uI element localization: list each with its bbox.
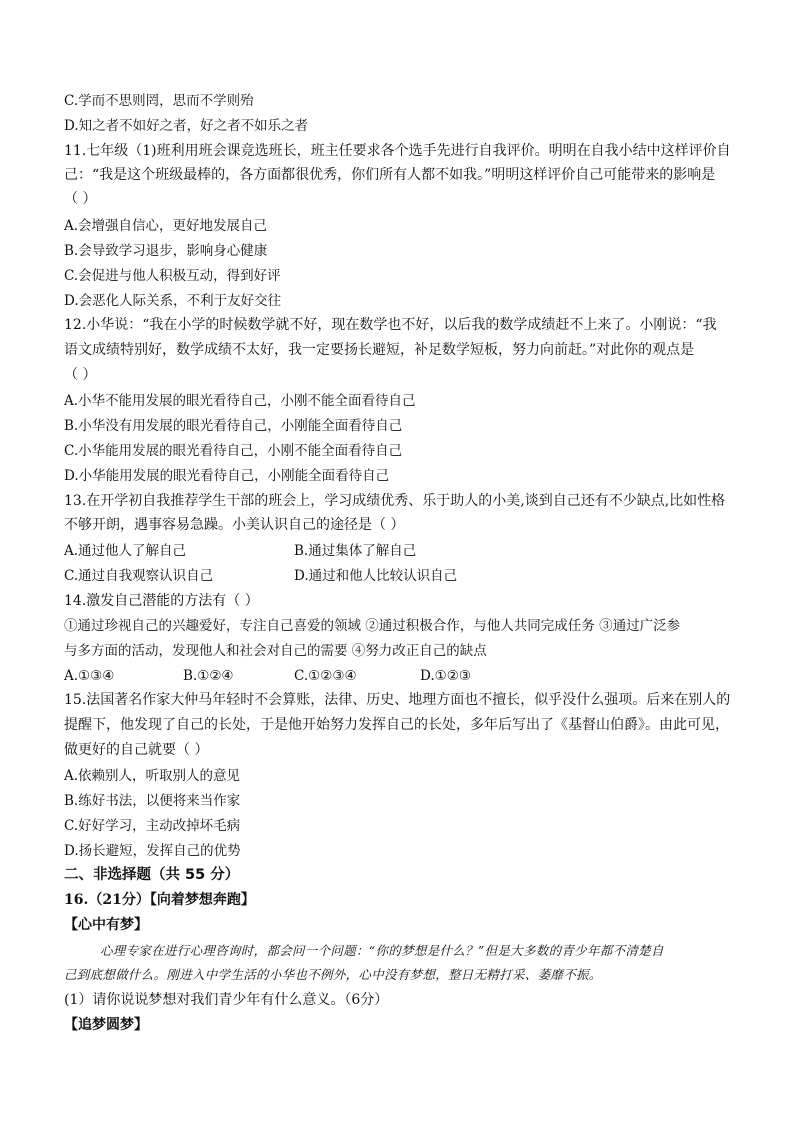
q12-answer-paren: （ ） [64,367,97,383]
q12-option-d: D.小华能用发展的眼光看待自己，小刚能全面看待自己 [64,468,390,484]
q13-option-b: B.通过集体了解自己 [294,543,417,559]
q16-subsection-dream-title: 【心中有梦】 [64,917,148,933]
q16-subsection-pursue-title: 【追梦圆梦】 [64,1017,148,1033]
q11-option-c: C.会促进与他人积极互动，得到好评 [64,268,281,284]
q14-items-line-2: 与多方面的活动，发现他人和社会对自己的需要 ④努力改正自己的缺点 [64,643,487,659]
q11-option-d: D.会恶化人际关系，不利于友好交往 [64,293,282,309]
q15-option-b: B.练好书法，以便将来当作家 [64,793,241,809]
q13-option-a: A.通过他人了解自己 [64,543,187,559]
q15-option-d: D.扬长避短，发挥自己的优势 [64,843,241,859]
q14-items-line-1: ①通过珍视自己的兴趣爱好，专注自己喜爱的领域 ②通过积极合作，与他人共同完成任务 ③通过广泛参 [64,618,681,634]
q12-stem-line-1: 12.小华说：“我在小学的时候数学就不好，现在数学也不好，以后我的数学成绩赶不上来了。小刚说：“我 [64,317,717,333]
q15-stem-line-3: 做更好的自己就要（ ） [64,742,209,758]
q15-option-c: C.好好学习，主动改掉坏毛病 [64,818,241,834]
q12-stem-line-2: 语文成绩特别好，数学成绩不太好，我一定要扬长避短，补足数学短板，努力向前赶。”对此你的观点是 [64,342,695,358]
q13-stem-line-1: 13.在开学初自我推荐学生干部的班会上，学习成绩优秀、乐于助人的小美,谈到自己还有不少缺点,比如性格 [64,493,726,509]
q15-stem-line-1: 15.法国著名作家大仲马年轻时不会算账，法律、历史、地理方面也不擅长，似乎没什么强项。后来在别人的 [64,692,731,708]
q13-option-c: C.通过自我观察认识自己 [64,568,214,584]
q16-material-line-2: 己到底想做什么。刚进入中学生活的小华也不例外，心中没有梦想，整日无精打采、萎靡不振。 [64,967,602,982]
q10-option-c: C.学而不思则罔，思而不学则殆 [64,93,254,109]
q14-option-d: D.①②③ [420,668,471,684]
q13-option-d: D.通过和他人比较认识自己 [294,568,458,584]
q16-question-1: (1）请你说说梦想对我们青少年有什么意义。（6分） [64,992,389,1008]
q12-option-c: C.小华能用发展的眼光看待自己，小刚不能全面看待自己 [64,443,403,459]
q11-stem-line-2: 己：“我是这个班级最棒的，各方面都很优秀，你们所有人都不如我。”明明这样评价自己可能带来的影响是 [64,167,716,183]
q16-material-line-1: 心理专家在进行心理咨询时，都会问一个问题：“你的梦想是什么？”但是大多数的青少年都不清楚自 [100,943,664,958]
q12-option-a: A.小华不能用发展的眼光看待自己，小刚不能全面看待自己 [64,393,416,409]
q11-answer-paren: （ ） [64,191,97,207]
q15-stem-line-2: 提醒下，他发现了自己的长处，于是他开始努力发挥自己的长处，多年后写出了《基督山伯爵》。由此可见， [64,717,729,733]
q14-stem: 14.激发自己潜能的方法有（ ） [64,593,259,609]
q11-option-a: A.会增强自信心，更好地发展自己 [64,218,268,234]
q11-option-b: B.会导致学习退步，影响身心健康 [64,243,268,259]
q12-option-b: B.小华没有用发展的眼光看待自己，小刚能全面看待自己 [64,418,403,434]
q14-option-c: C.①②③④ [294,668,357,684]
q11-stem-line-1: 11.七年级（1)班利用班会课竞选班长，班主任要求各个选手先进行自我评价。明明在自我小结中这样评价自 [64,143,731,159]
q10-option-d: D.知之者不如好之者，好之者不如乐之者 [64,118,309,134]
q16-heading: 16.（21分）【向着梦想奔跑】 [64,892,255,908]
section-2-title: 二、非选择题（共 55 分） [64,867,240,883]
q15-option-a: A.依赖别人，听取别人的意见 [64,768,241,784]
q14-option-b: B.①②④ [183,668,234,684]
q13-stem-line-2: 不够开朗，遇事容易急躁。小美认识自己的途径是（ ） [64,517,405,533]
q14-option-a: A.①③④ [64,668,115,684]
